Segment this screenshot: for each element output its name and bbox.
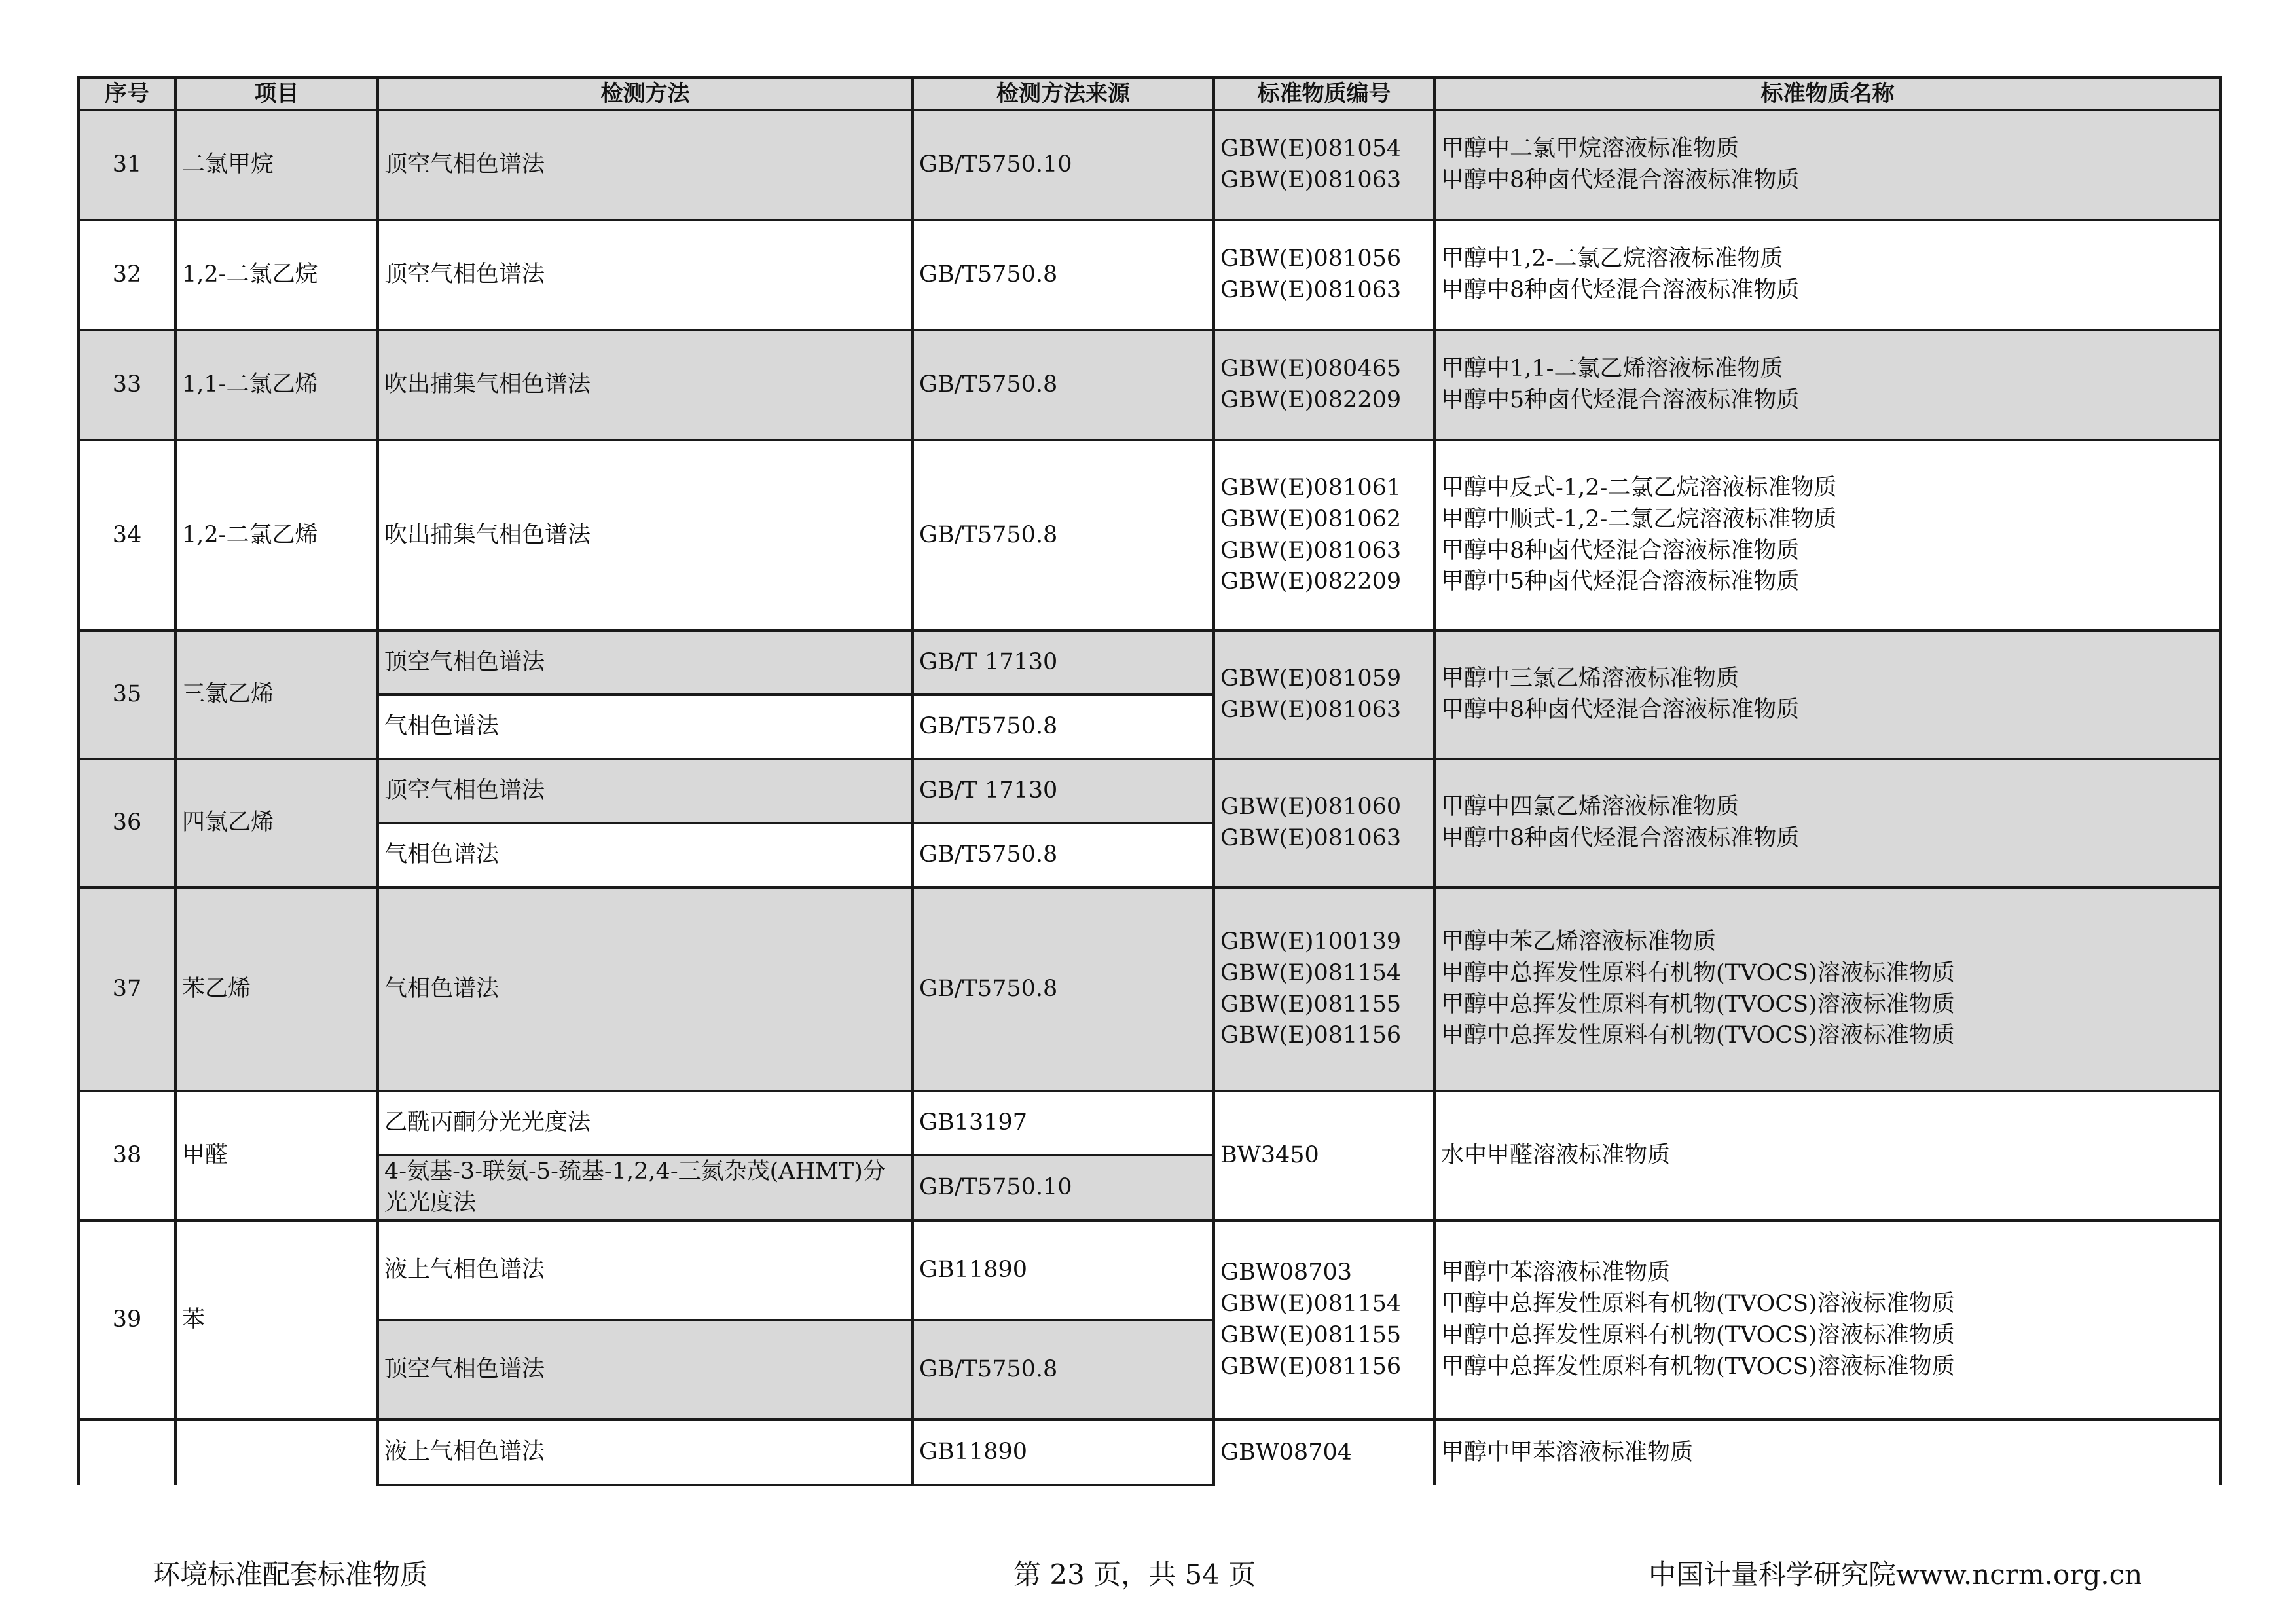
serial-no-cell: 35 [79,631,175,759]
table-row [79,440,2221,631]
item-cell: 1,2-二氯乙烯 [175,440,378,631]
serial-no-cell: 34 [79,440,175,631]
table-row [79,631,2221,695]
method-cell: 顶空气相色谱法 [378,220,913,330]
reference-name-cell: 甲醇中二氯甲烷溶液标准物质 甲醇中8种卤代烃混合溶液标准物质 [1434,110,2221,220]
reference-materials-table [77,76,2222,1486]
reference-name-cell: 甲醇中反式-1,2-二氯乙烷溶液标准物质 甲醇中顺式-1,2-二氯乙烷溶液标准物质 甲醇中8种卤代烃混合溶液标准物质 甲醇中5种卤代烃混合溶液标准物质 [1434,440,2221,631]
method-cell: 顶空气相色谱法 [378,631,913,695]
serial-no-cell: 37 [79,887,175,1091]
reference-name-cell: 甲醇中甲苯溶液标准物质 [1434,1420,2221,1485]
reference-code-cell: GBW(E)081060 GBW(E)081063 [1214,759,1434,887]
item-cell [175,1420,378,1485]
method-cell: 顶空气相色谱法 [378,759,913,823]
reference-name-cell: 甲醇中1,1-二氯乙烯溶液标准物质 甲醇中5种卤代烃混合溶液标准物质 [1434,330,2221,440]
reference-code-cell: GBW(E)081056 GBW(E)081063 [1214,220,1434,330]
table-row [79,1091,2221,1155]
method-cell: 顶空气相色谱法 [378,1320,913,1420]
method-cell: 4-氨基-3-联氨-5-巯基-1,2,4-三氮杂茂(AHMT)分光光度法 [378,1155,913,1221]
serial-no-cell: 33 [79,330,175,440]
item-cell: 1,1-二氯乙烯 [175,330,378,440]
table-row [79,887,2221,1091]
reference-name-cell: 甲醇中三氯乙烯溶液标准物质 甲醇中8种卤代烃混合溶液标准物质 [1434,631,2221,759]
footer-page-number: 第 23 页，共 54 页 [1013,1559,1256,1591]
reference-code-cell: GBW08703 GBW(E)081154 GBW(E)081155 GBW(E)081156 [1214,1221,1434,1420]
header-reference-code: 标准物质编号 [1214,77,1434,110]
reference-name-cell: 水中甲醛溶液标准物质 [1434,1091,2221,1221]
item-cell: 三氯乙烯 [175,631,378,759]
serial-no-cell: 31 [79,110,175,220]
method-source-cell: GB/T5750.8 [913,887,1214,1091]
method-cell: 吹出捕集气相色谱法 [378,440,913,631]
serial-no-cell: 32 [79,220,175,330]
reference-code-cell: GBW08704 [1214,1420,1434,1485]
header-method-source: 检测方法来源 [913,77,1214,110]
reference-name-cell: 甲醇中四氯乙烯溶液标准物质 甲醇中8种卤代烃混合溶液标准物质 [1434,759,2221,887]
item-cell: 1,2-二氯乙烷 [175,220,378,330]
item-cell: 二氯甲烷 [175,110,378,220]
header-test-method: 检测方法 [378,77,913,110]
item-cell: 苯 [175,1221,378,1420]
method-cell: 乙酰丙酮分光光度法 [378,1091,913,1155]
method-source-cell: GB/T 17130 [913,759,1214,823]
item-cell: 四氯乙烯 [175,759,378,887]
footer-institute: 中国计量科学研究院www.ncrm.org.cn [1649,1559,2143,1591]
method-source-cell: GB/T5750.10 [913,110,1214,220]
footer-document-title: 环境标准配套标准物质 [153,1559,428,1591]
method-source-cell: GB/T5750.8 [913,695,1214,759]
reference-code-cell: GBW(E)081061 GBW(E)081062 GBW(E)081063 GBW(E)082209 [1214,440,1434,631]
reference-name-cell: 甲醇中苯乙烯溶液标准物质 甲醇中总挥发性原料有机物(TVOCS)溶液标准物质 甲醇中总挥发性原料有机物(TVOCS)溶液标准物质 甲醇中总挥发性原料有机物(TVOCS)溶液标准物质 [1434,887,2221,1091]
serial-no-cell: 39 [79,1221,175,1420]
reference-code-cell: GBW(E)081054 GBW(E)081063 [1214,110,1434,220]
table-header-row [79,77,2221,110]
method-cell: 液上气相色谱法 [378,1420,913,1485]
table-row [79,1221,2221,1320]
method-source-cell: GB/T5750.8 [913,330,1214,440]
table-row [79,1420,2221,1485]
header-serial-no: 序号 [79,77,175,110]
reference-code-cell: GBW(E)100139 GBW(E)081154 GBW(E)081155 GBW(E)081156 [1214,887,1434,1091]
reference-name-cell: 甲醇中苯溶液标准物质 甲醇中总挥发性原料有机物(TVOCS)溶液标准物质 甲醇中总挥发性原料有机物(TVOCS)溶液标准物质 甲醇中总挥发性原料有机物(TVOCS)溶液标准物质 [1434,1221,2221,1420]
method-source-cell: GB/T5750.8 [913,440,1214,631]
method-cell: 顶空气相色谱法 [378,110,913,220]
serial-no-cell: 38 [79,1091,175,1221]
header-reference-name: 标准物质名称 [1434,77,2221,110]
reference-code-cell: BW3450 [1214,1091,1434,1221]
header-item: 项目 [175,77,378,110]
table-row [79,759,2221,823]
item-cell: 苯乙烯 [175,887,378,1091]
reference-code-cell: GBW(E)081059 GBW(E)081063 [1214,631,1434,759]
table-row [79,330,2221,440]
reference-code-cell: GBW(E)080465 GBW(E)082209 [1214,330,1434,440]
method-source-cell: GB13197 [913,1091,1214,1155]
serial-no-cell [79,1420,175,1485]
method-source-cell: GB11890 [913,1221,1214,1320]
method-source-cell: GB/T5750.8 [913,823,1214,887]
method-source-cell: GB/T5750.8 [913,220,1214,330]
method-source-cell: GB11890 [913,1420,1214,1485]
item-cell: 甲醛 [175,1091,378,1221]
method-cell: 吹出捕集气相色谱法 [378,330,913,440]
method-cell: 液上气相色谱法 [378,1221,913,1320]
table-row [79,220,2221,330]
table-row [79,110,2221,220]
serial-no-cell: 36 [79,759,175,887]
reference-name-cell: 甲醇中1,2-二氯乙烷溶液标准物质 甲醇中8种卤代烃混合溶液标准物质 [1434,220,2221,330]
method-source-cell: GB/T5750.10 [913,1155,1214,1221]
method-cell: 气相色谱法 [378,823,913,887]
method-cell: 气相色谱法 [378,695,913,759]
method-source-cell: GB/T5750.8 [913,1320,1214,1420]
method-source-cell: GB/T 17130 [913,631,1214,695]
method-cell: 气相色谱法 [378,887,913,1091]
